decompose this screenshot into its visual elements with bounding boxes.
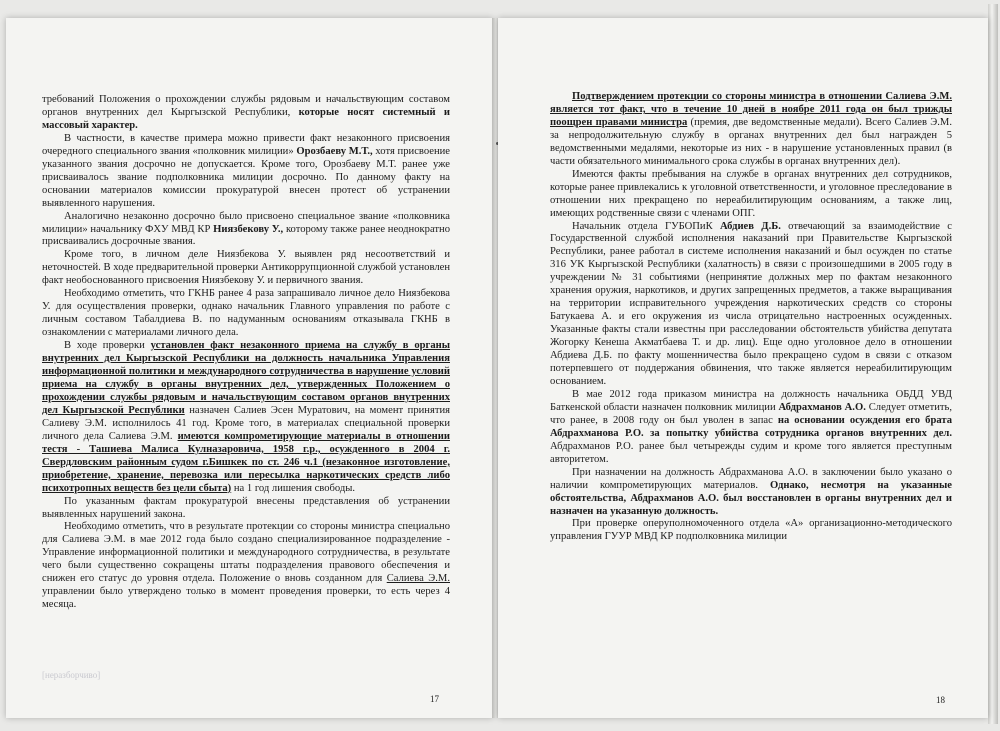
text-run: управлении было утверждено только в момент проведения проверки, то есть через 4 месяца. [42,586,450,611]
text-run: Абдрахманов А.О. [778,401,866,413]
text-run: на 1 год лишения свободы. [231,482,356,494]
text-run: Орозбаеву М.Т., [296,145,373,157]
text-run: Начальник отдела ГУБОПиК [572,220,720,232]
text-run: Ниязбекову У., [213,223,284,235]
text-run: установлен факт незаконного приема на службу в органы внутренних дел Кыргызской Республики на должность начальника Управления информационной политики и международного сотрудничества в нарушение условий приема на службу в органы внутренних дел, утвержденных Положением о прохождении службы рядовым и начальствующим составом органов внутренних дел Кыргызской Республики [42,340,450,416]
left-page-text [42,94,450,612]
paragraph [550,169,952,221]
paragraph [550,221,952,389]
paragraph [42,133,450,211]
text-run: Необходимо отметить, что в результате протекции со стороны министра специально для Салиева Э.М. в мае 2012 года было создано специализированное подразделение - Управление информационной политики и международного сотрудничества, в результате чего были существенно сокращены штаты подразделения правового обеспечения и снижен его статус до уровня отдела. Положение о вновь созданном для [42,521,450,585]
text-run: требований Положения о прохождении службы рядовым и начальствующим составом органов внутренних дел Кыргызской Республики, [42,94,450,118]
right-page-number: 18 [936,695,945,705]
text-run: отвечающий за взаимодействие с Государственной службой исполнения наказаний при Правительстве Кыргызской Республики, ранее работал в системе исполнения наказаний и был осужден по статье 316 УК Кыргызской Республики (халатность) в связи с произошедшими в 2005 году в учреждении № 31 событиями (непринятие должных мер по фактам незаконного хранения оружия, наркотиков, и других запрещенных предметов, а также выращивания на территории исправительного учреждения наркотических средств со стороны Батукаева А. и его окружения из числа отрицательно настроенных осужденных. Указанные факты стали известны при расследовании обстоятельств убийства депутата Жогорку Кенеша Акматбаева Т. и др. лиц). Еще одно уголовное дело в отношении Абдиева Д.Б. по факту мошенничества было прекращено судом в связи с отказом потерпевшего от поддержания обвинения, что также является нереабилитирующим основанием. [550,220,952,387]
text-run: Следует отметить, что ранее, в 2008 году он был уволен в запас [550,401,952,426]
page-edge-stack [988,4,998,724]
text-run: имеются компрометирующие материалы в отношении тестя - Ташиева Малиса Кулназаровича, 1958 г.р., осужденного в 2004 г. Свердловским районным судом г.Бишкек по ст. 246 ч.1 (незаконное изготовление, приобретение, хранение, перевозка или пересылка наркотических средств либо психотропных веществ без цели сбыта) [42,430,450,494]
text-run: Подтверждением протекции со стороны министра в отношении Салиева Э.М. является тот факт, что в течение 10 дней в ноябре 2011 года он был трижды поощрен правами министра [550,91,952,128]
text-run: В частности, в качестве примера можно привести факт незаконного присвоения очередного специального звания «полковник милиции» [42,132,450,157]
paragraph [42,211,450,250]
text-run: назначен Салиев Эсен Муратович, на момент принятия Салиеву Э.М. исполнилось 41 год. Кроме того, в материалах специальной проверки личного дела Салиева Э.М. [42,404,450,442]
paragraph [42,521,450,612]
text-run: которые носят системный и массовый характер. [42,106,450,131]
text-run: При проверке оперуполномоченного отдела «А» организационно-методического управления ГУУР МВД КР подполковника милиции [550,518,952,543]
paragraph [42,340,450,495]
text-run: Абдрахманов Р.О. ранее был четырежды судим и кроме того является преступным авторитетом. [550,440,952,465]
text-run: Имеются факты пребывания на службе в органах внутренних дел сотрудников, которые ранее привлекались к уголовной ответственности, и уголовное преследование в отношении них прекращено по нереабилитирующим основаниям, а также лиц, имеющих родственные связи с членами ОПГ. [550,168,952,219]
paragraph [42,249,450,288]
text-run: хотя присвоение указанного звания досрочно не допускается. Кроме того, Орозбаеву М.Т. ранее уже присваивалось звание подполковника милиции досрочно. По данному факту на основании материалов комиссии прокуратурой внесен протест об устранении выявленного нарушения. [42,145,450,209]
paragraph [550,389,952,467]
paragraph [42,288,450,340]
text-run: По указанным фактам прокуратурой внесены представления об устранении выявленных нарушений закона. [42,495,450,520]
text-run: Аналогично незаконно досрочно было присвоено специальное звание «полковника милиции» начальнику ФХУ МВД КР [42,210,450,235]
text-run: Кроме того, в личном деле Ниязбекова У. выявлен ряд несоответствий и неточностей. В ходе предварительной проверки Антикоррупционной службой установлен факт необоснованного присвоения Ниязбекову У. и первичного звания. [42,249,450,287]
text-run: которому также ранее неоднократно присваивались досрочные звания. [42,223,450,248]
paragraph [42,496,450,522]
text-run: При назначении на должность Абдрахманова А.О. в заключении было указано о наличии компрометирующих материалов. [550,466,952,491]
paragraph [550,467,952,519]
paragraph [550,518,952,544]
text-run: В ходе проверки [64,340,151,352]
right-page [498,18,988,718]
text-run: Абдиев Д.Б. [719,220,781,232]
text-run: В мае 2012 года приказом министра на должность начальника ОБДД УВД Баткенской области назначен полковник милиции [550,388,952,413]
paragraph [42,94,450,133]
text-run: Необходимо отметить, что ГКНБ ранее 4 раза запрашивало личное дело Ниязбекова У. для осуществления проверки, однако начальник Главного управления по работе с личным составом Табалдиева В. по надуманным основаниям отказывала ГКНБ в ознакомлении с материалами личного дела. [42,288,450,339]
text-run: Однако, несмотря на указанные обстоятельства, Абдрахманов А.О. был восстановлен в органы внутренних дел и назначен на указанную должность. [550,479,952,517]
text-run: на основании осуждения его брата Абдрахманова Р.О. за попытку убийства сотрудника органов внутренних дел. [550,414,952,439]
text-run: Салиева Э.М. [386,573,450,585]
faint-bleedthrough-text: [неразборчиво] [42,670,101,680]
right-page-text [550,91,952,544]
left-page-number: 17 [430,694,439,704]
left-page [6,18,493,718]
paragraph [550,91,952,169]
text-run: (премия, две ведомственные медали). Всего Салиев Э.М. за непродолжительную службу в органах внутренних дел был награжден 5 ведомственными медалями, некоторые из них - в нарушение установленных правил (в части обязательного минимального срока службы в органах внутренних дел). [550,116,952,167]
